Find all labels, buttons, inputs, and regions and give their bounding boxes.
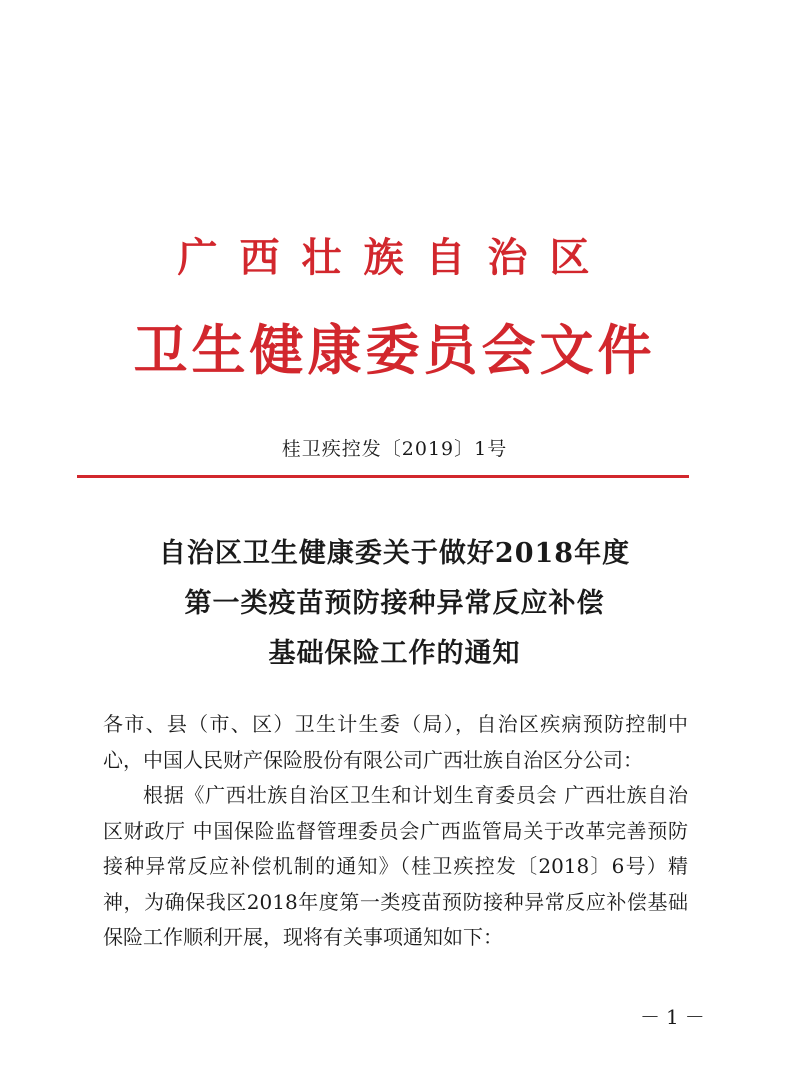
red-divider-line: [77, 475, 689, 478]
document-number: 桂卫疾控发〔2019〕1号: [281, 438, 508, 460]
title-line-3: 基础保险工作的通知: [268, 638, 521, 669]
page-number: －1－: [640, 1005, 711, 1029]
title-line-1: 自治区卫生健康委关于做好2018年度: [158, 538, 631, 569]
issuing-org-line1: 广西壮族自治区: [177, 234, 612, 281]
title-line-2: 第一类疫苗预防接种异常反应补偿: [184, 588, 605, 619]
document-body: [103, 707, 688, 956]
addressees: 各市、县（市、区）卫生计生委（局），自治区疾病预防控制中心，中国人民财产保险股份有限公司广西壮族自治区分公司：: [103, 712, 688, 772]
issuing-org-line2: 卫生健康委员会文件: [133, 318, 656, 382]
body-paragraph-1: 根据《广西壮族自治区卫生和计划生育委员会 广西壮族自治区财政厅 中国保险监督管理委员会广西监管局关于改革完善预防接种异常反应补偿机制的通知》（桂卫疾控发〔2018〕6号）精神，为确保我区2018年度第一类疫苗预防接种异常反应补偿基础保险工作顺利开展，现将有关事项通知如下：: [103, 783, 688, 949]
document-title: [0, 529, 789, 679]
